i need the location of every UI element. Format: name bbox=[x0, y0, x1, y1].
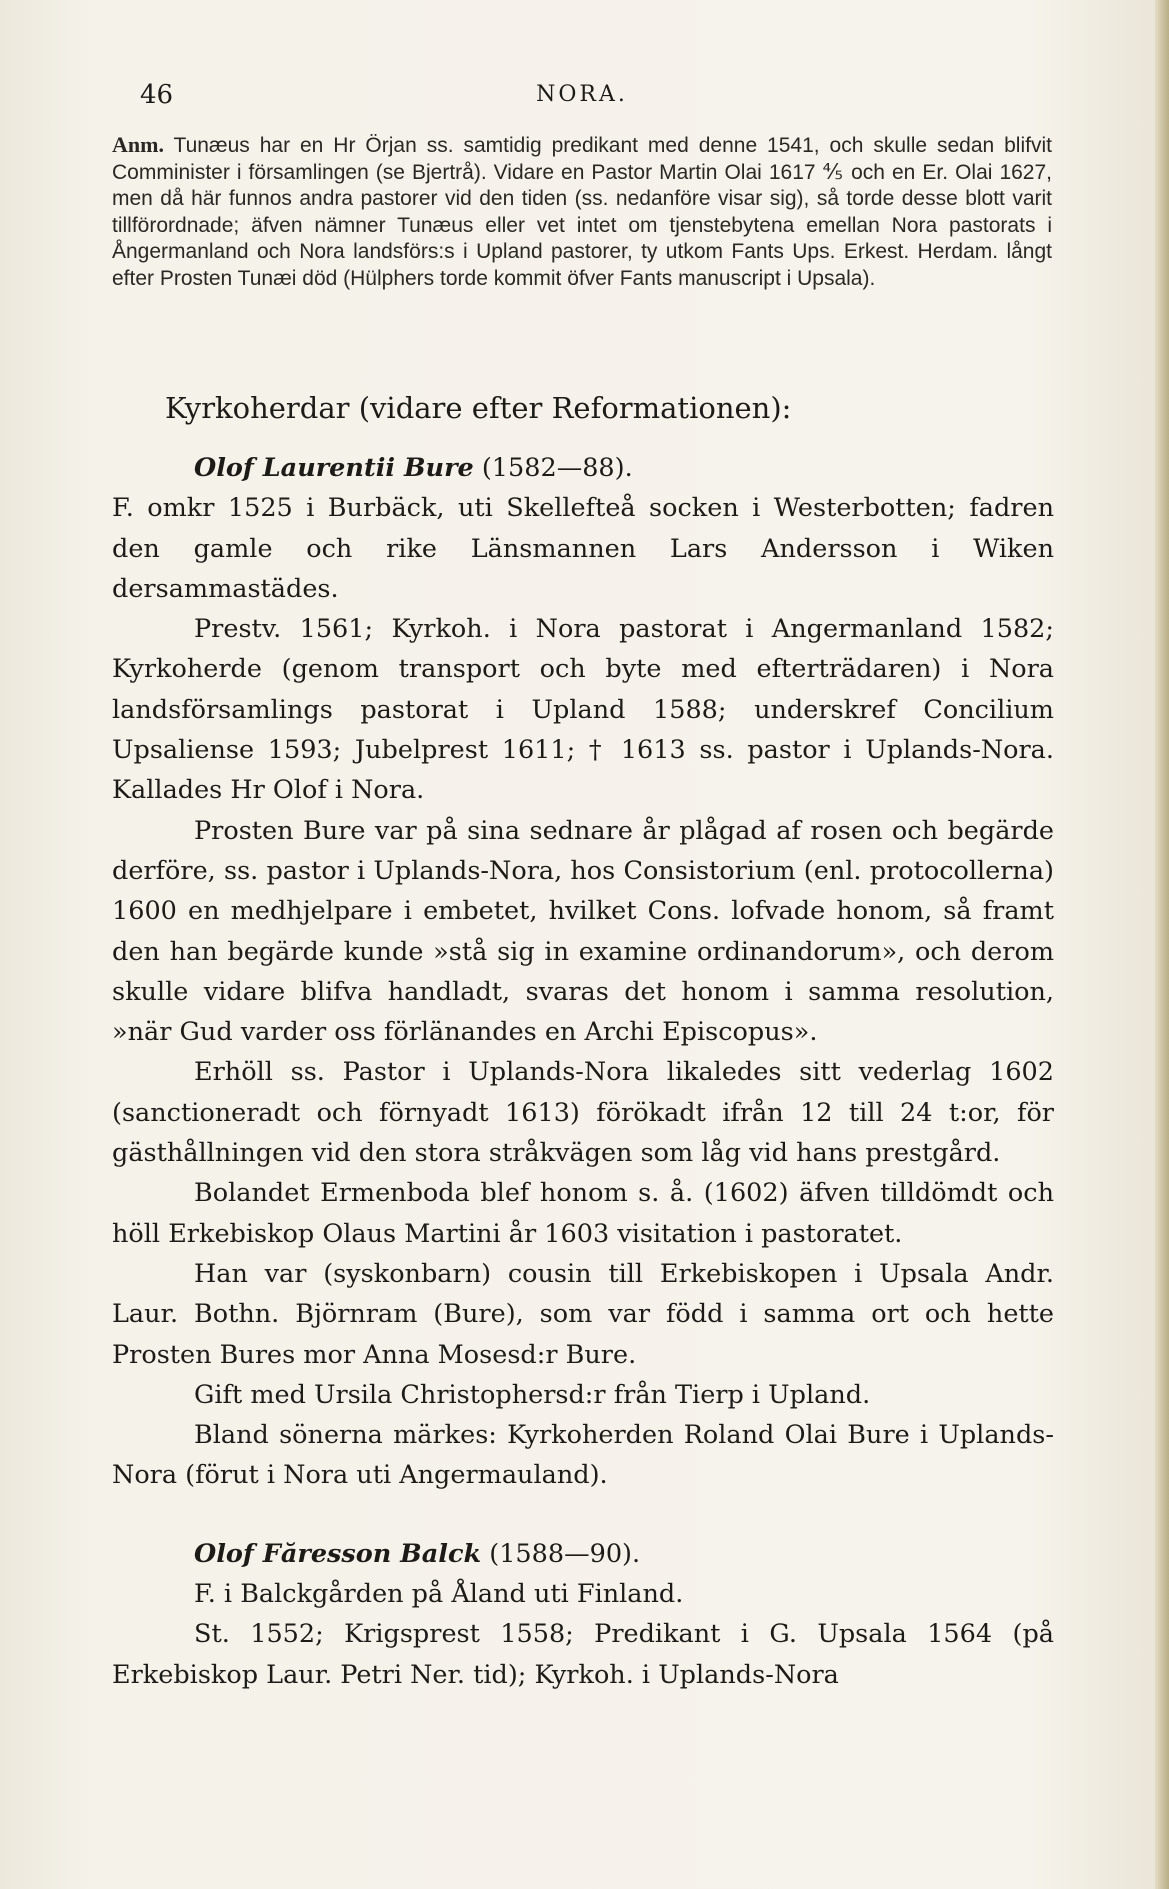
entry-title bbox=[112, 448, 1054, 488]
entry-name: Olof Făresson Balck bbox=[194, 1538, 482, 1569]
paragraph: Prestv. 1561; Kyrkoh. i Nora pastorat i Angermanland 1582; Kyrkoherde (genom transport och byte med efterträdaren) i Nora landsförsamlings pastorat i Upland 1588; underskref Concilium Upsaliense 1593; Jubelprest 1611; † 1613 ss. pastor i Uplands-Nora. Kallades Hr Olof i Nora. bbox=[112, 614, 1054, 806]
paragraph: Bland sönerna märkes: Kyrkoherden Roland Olai Bure i Uplands-Nora (förut i Nora uti Angermauland). bbox=[112, 1420, 1054, 1491]
entry-title bbox=[112, 1534, 1054, 1574]
paragraph: Erhöll ss. Pastor i Uplands-Nora likaledes sitt vederlag 1602 (sanctioneradt och förnyadt 1613) förökadt ifrån 12 till 24 t:or, för gästhållningen vid den stora stråkvägen som låg vid hans prestgård. bbox=[112, 1057, 1054, 1169]
remark-label: Anm. bbox=[112, 132, 164, 157]
paragraph: Bolandet Ermenboda blef honom s. å. (1602) äfven tilldömdt och höll Erkebiskop Olaus Martini år 1603 visitation i pastoratet. bbox=[112, 1178, 1054, 1249]
entry-years: (1588—90). bbox=[489, 1538, 641, 1569]
entry-years: (1582—88). bbox=[481, 453, 633, 483]
paragraph: Gift med Ursila Christophersd:r från Tierp i Upland. bbox=[194, 1379, 871, 1410]
section-heading: Kyrkoherdar (vidare efter Reformationen): bbox=[165, 391, 792, 425]
main-text bbox=[112, 448, 1054, 1695]
footnote-remark bbox=[112, 132, 1052, 292]
paragraph: St. 1552; Krigsprest 1558; Predikant i G. Upsala 1564 (på Erkebiskop Laur. Petri Ner. tid); Kyrkoh. i Uplands-Nora bbox=[112, 1619, 1054, 1690]
remark-text: Tunæus har en Hr Örjan ss. samtidig predikant med denne 1541, och skulle sedan blifvit Comminister i församlingen (se Bjertrå). Vidare en Pastor Martin Olai 1617 ⅘ och en Er. Olai 1627, men då här funnos andra pastorer vid den tiden (ss. nedanföre visar sig), så torde desse blott varit tillförordnade; äfven nämner Tunæus eller vet intet om tjenstebytena emellan Nora pastorats i Ångermanland och Nora landsförs:s i Upland pastorer, ty utkom Fants Ups. Erkest. Herdam. långt efter Prosten Tunæi död (Hülphers torde kommit öfver Fants manuscript i Upsala). bbox=[112, 134, 1052, 290]
paragraph: F. i Balckgården på Åland uti Finland. bbox=[194, 1579, 684, 1610]
paragraph: Prosten Bure var på sina sednare år plågad af rosen och begärde derföre, ss. pastor i Uplands-Nora, hos Consistorium (enl. protocollerna) 1600 en medhjelpare i embetet, hvilket Cons. lofvade honom, så framt den han begärde kunde »stå sig in examine ordinandorum», och derom skulle vidare blifva handladt, svaras det honom i samma resolution, »när Gud varder oss förlänandes en Archi Episcopus». bbox=[112, 815, 1054, 1048]
page-header bbox=[112, 80, 1052, 116]
page-number: 46 bbox=[140, 80, 174, 110]
running-title: NORA. bbox=[536, 82, 628, 107]
paragraph: Han var (syskonbarn) cousin till Erkebiskopen i Upsala Andr. Laur. Bothn. Björnram (Bure), som var född i samma ort och hette Prosten Bures mor Anna Mosesd:r Bure. bbox=[112, 1258, 1054, 1370]
entry-separator bbox=[112, 1496, 1054, 1534]
paragraph: F. omkr 1525 i Burbäck, uti Skellefteå socken i Westerbotten; fadren den gamle och rike Länsmannen Lars Andersson i Wiken dersammastädes. bbox=[112, 493, 1054, 604]
entry-name: Olof Laurentii Bure bbox=[194, 453, 474, 483]
page-edge bbox=[1155, 0, 1169, 1889]
